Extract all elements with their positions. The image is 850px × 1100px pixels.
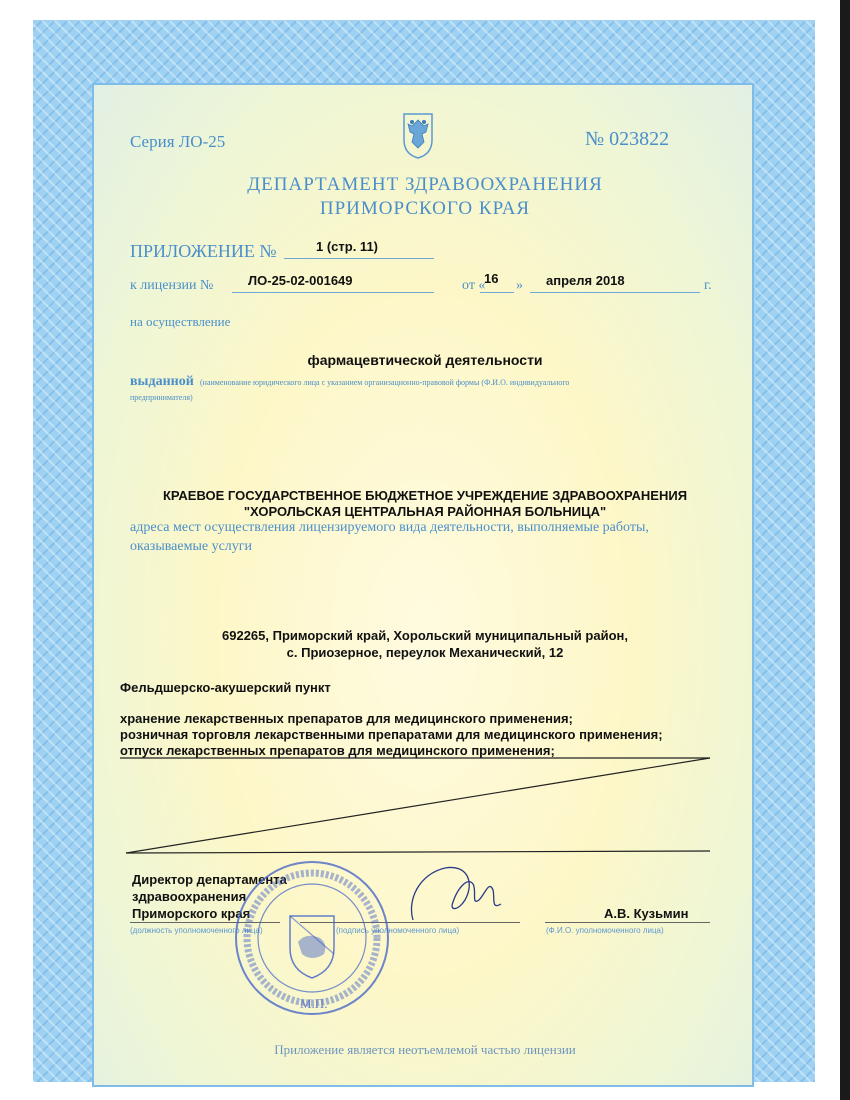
- facility-name: Фельдшерско-акушерский пункт: [120, 680, 331, 695]
- addresses-label-line2: оказываемые услуги: [130, 539, 253, 554]
- license-day: 16: [484, 271, 499, 286]
- license-quote-close: »: [516, 278, 523, 293]
- signer-position-line2: здравоохранения: [132, 889, 247, 904]
- organization-name-line2: "ХОРОЛЬСКАЯ ЦЕНТРАЛЬНАЯ РАЙОННАЯ БОЛЬНИЦА": [243, 504, 607, 519]
- issued-caption-line1: (наименование юридического лица с указанием организационно-правовой формы (Ф.И.О. индивидуального: [200, 378, 570, 387]
- signature-caption: (подпись уполномоченного лица): [336, 926, 460, 935]
- appendix-number: 1 (стр. 11): [316, 239, 379, 254]
- issued-label: выданной: [130, 374, 194, 389]
- license-label: к лицензии №: [130, 278, 214, 293]
- activity-value: фармацевтической деятельности: [307, 352, 543, 368]
- department-title-line2: ПРИМОРСКОГО КРАЯ: [319, 198, 531, 219]
- organization-name-line1: КРАЕВОЕ ГОСУДАРСТВЕННОЕ БЮДЖЕТНОЕ УЧРЕЖДЕНИЕ ЗДРАВООХРАНЕНИЯ: [162, 488, 688, 503]
- signer-position-line3: Приморского края: [132, 906, 251, 921]
- license-year-suffix: г.: [704, 278, 712, 293]
- name-caption: (Ф.И.О. уполномоченного лица): [546, 926, 664, 935]
- service-item: розничная торговля лекарственными препаратами для медицинского применения;: [120, 727, 663, 742]
- series-label: Серия ЛО-25: [130, 132, 226, 151]
- handwritten-signature: [405, 860, 515, 930]
- department-title-line1: ДЕПАРТАМЕНТ ЗДРАВООХРАНЕНИЯ: [247, 174, 603, 195]
- official-seal: [232, 858, 392, 1018]
- stamp-place-mark: М.П.: [300, 996, 328, 1011]
- license-form-number: № 023822: [585, 128, 670, 150]
- address-line1: 692265, Приморский край, Хорольский муниципальный район,: [222, 628, 628, 643]
- activity-label: на осуществление: [130, 314, 231, 329]
- position-caption: (должность уполномоченного лица): [130, 926, 263, 935]
- footer-note: Приложение является неотъемлемой частью лицензии: [274, 1042, 576, 1057]
- address-line2: с. Приозерное, переулок Механический, 12: [286, 645, 564, 660]
- addresses-label-line1: адреса мест осуществления лицензируемого вида деятельности, выполняемые работы,: [130, 520, 649, 535]
- service-item: отпуск лекарственных препаратов для медицинского применения;: [120, 743, 555, 758]
- license-month-year: апреля 2018: [546, 273, 625, 288]
- service-item: хранение лекарственных препаратов для медицинского применения;: [120, 711, 573, 726]
- signer-name: А.В. Кузьмин: [604, 906, 689, 921]
- license-date-from: от «: [462, 278, 486, 293]
- name-underline: [545, 922, 710, 923]
- signer-position-line1: Директор департамента: [132, 872, 287, 887]
- license-number: ЛО-25-02-001649: [248, 273, 353, 288]
- issued-caption-line2: предпринимателя): [130, 393, 193, 402]
- appendix-label: ПРИЛОЖЕНИЕ №: [130, 241, 277, 261]
